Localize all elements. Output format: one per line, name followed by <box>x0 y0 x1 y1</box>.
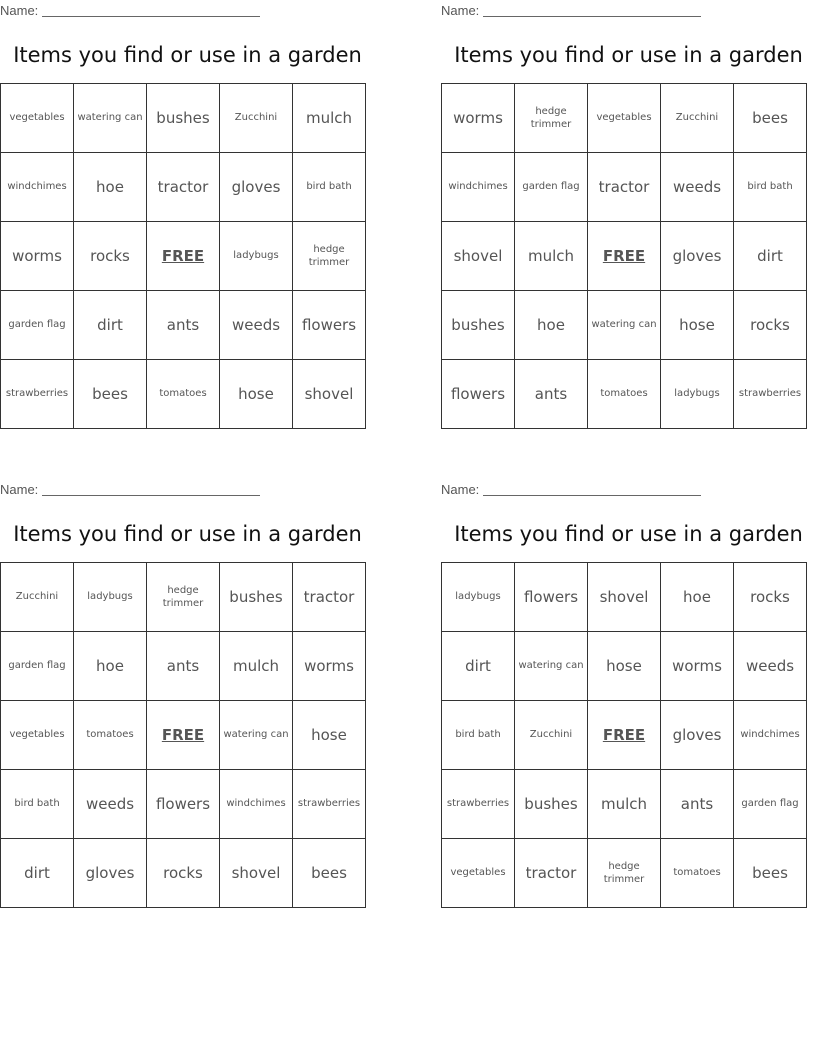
bingo-cell: mulch <box>588 770 661 839</box>
bingo-cell: dirt <box>734 222 807 291</box>
bingo-cell: tractor <box>515 839 588 908</box>
name-label: Name: <box>0 482 39 497</box>
bingo-cell: tomatoes <box>661 839 734 908</box>
free-space: FREE <box>147 701 220 770</box>
bingo-cell: hedge trimmer <box>293 222 366 291</box>
bingo-cell: bushes <box>515 770 588 839</box>
bingo-cell: hose <box>588 632 661 701</box>
bingo-cell: ants <box>661 770 734 839</box>
bingo-cell: hoe <box>515 291 588 360</box>
bingo-cell: garden flag <box>734 770 807 839</box>
bingo-cell: bees <box>734 839 807 908</box>
card-title: Items you find or use in a garden <box>454 522 803 546</box>
bingo-grid <box>0 83 366 429</box>
bingo-grid <box>0 562 366 908</box>
grid-row <box>442 770 807 839</box>
card-title: Items you find or use in a garden <box>454 43 803 67</box>
bingo-cell: windchimes <box>442 153 515 222</box>
bingo-cell: strawberries <box>1 360 74 429</box>
bingo-cell: hoe <box>661 563 734 632</box>
name-field <box>0 3 280 19</box>
bingo-cell: shovel <box>220 839 293 908</box>
bingo-cell: weeds <box>220 291 293 360</box>
bingo-cell: hose <box>293 701 366 770</box>
bingo-cell: tomatoes <box>147 360 220 429</box>
free-space: FREE <box>588 701 661 770</box>
bingo-cell: rocks <box>734 563 807 632</box>
grid-row <box>1 839 366 908</box>
name-label: Name: <box>441 482 480 497</box>
free-space: FREE <box>588 222 661 291</box>
bingo-cell: worms <box>661 632 734 701</box>
bingo-grid <box>441 562 807 908</box>
bingo-cell: flowers <box>147 770 220 839</box>
bingo-cell: garden flag <box>1 632 74 701</box>
bingo-cell: garden flag <box>515 153 588 222</box>
bingo-grid <box>441 83 807 429</box>
name-label: Name: <box>0 3 39 18</box>
bingo-cell: tractor <box>293 563 366 632</box>
name-underline <box>42 483 260 496</box>
bingo-cell: Zucchini <box>1 563 74 632</box>
bingo-cell: weeds <box>74 770 147 839</box>
grid-row <box>442 360 807 429</box>
bingo-cell: ladybugs <box>442 563 515 632</box>
bingo-cell: hose <box>220 360 293 429</box>
bingo-cell: tomatoes <box>74 701 147 770</box>
bingo-cell: strawberries <box>734 360 807 429</box>
bingo-cell: watering can <box>588 291 661 360</box>
grid-row <box>442 222 807 291</box>
bingo-cell: hedge trimmer <box>588 839 661 908</box>
grid-row <box>1 632 366 701</box>
bingo-cell: rocks <box>734 291 807 360</box>
bingo-cell: weeds <box>661 153 734 222</box>
bingo-cell: mulch <box>293 84 366 153</box>
bingo-cell: worms <box>1 222 74 291</box>
bingo-cell: flowers <box>442 360 515 429</box>
name-underline <box>483 483 701 496</box>
bingo-cell: rocks <box>74 222 147 291</box>
bingo-cell: garden flag <box>1 291 74 360</box>
bingo-cell: hoe <box>74 153 147 222</box>
bingo-cell: windchimes <box>734 701 807 770</box>
name-underline <box>42 4 260 17</box>
bingo-cell: bushes <box>220 563 293 632</box>
bingo-cell: bees <box>74 360 147 429</box>
bingo-cell: hoe <box>74 632 147 701</box>
grid-row <box>1 701 366 770</box>
bingo-cell: ladybugs <box>220 222 293 291</box>
bingo-cell: strawberries <box>293 770 366 839</box>
grid-row <box>1 770 366 839</box>
bingo-card <box>441 0 816 440</box>
bingo-cell: hedge trimmer <box>515 84 588 153</box>
bingo-cell: windchimes <box>220 770 293 839</box>
bingo-card <box>441 479 816 919</box>
bingo-cell: mulch <box>515 222 588 291</box>
bingo-cell: ladybugs <box>661 360 734 429</box>
bingo-cell: windchimes <box>1 153 74 222</box>
name-underline <box>483 4 701 17</box>
bingo-cell: vegetables <box>1 701 74 770</box>
name-field <box>441 3 721 19</box>
bingo-cell: mulch <box>220 632 293 701</box>
bingo-cell: watering can <box>515 632 588 701</box>
bingo-cell: rocks <box>147 839 220 908</box>
bingo-cell: dirt <box>442 632 515 701</box>
bingo-cell: gloves <box>220 153 293 222</box>
bingo-cell: Zucchini <box>661 84 734 153</box>
grid-row <box>442 839 807 908</box>
bingo-cell: bird bath <box>734 153 807 222</box>
bingo-cell: weeds <box>734 632 807 701</box>
bingo-cell: flowers <box>293 291 366 360</box>
bingo-cell: tractor <box>588 153 661 222</box>
bingo-cell: vegetables <box>1 84 74 153</box>
card-title: Items you find or use in a garden <box>13 522 362 546</box>
bingo-cell: bird bath <box>442 701 515 770</box>
bingo-cell: shovel <box>442 222 515 291</box>
bingo-cell: bushes <box>147 84 220 153</box>
bingo-cell: bees <box>293 839 366 908</box>
bingo-cell: ladybugs <box>74 563 147 632</box>
bingo-cell: hedge trimmer <box>147 563 220 632</box>
bingo-cell: gloves <box>661 222 734 291</box>
bingo-cell: flowers <box>515 563 588 632</box>
grid-row <box>442 153 807 222</box>
grid-row <box>442 563 807 632</box>
bingo-cell: bees <box>734 84 807 153</box>
bingo-cell: bushes <box>442 291 515 360</box>
bingo-cell: shovel <box>588 563 661 632</box>
grid-row <box>1 153 366 222</box>
bingo-cell: vegetables <box>442 839 515 908</box>
bingo-cell: Zucchini <box>220 84 293 153</box>
grid-row <box>1 360 366 429</box>
card-title: Items you find or use in a garden <box>13 43 362 67</box>
grid-row <box>1 291 366 360</box>
grid-row <box>1 222 366 291</box>
bingo-cell: strawberries <box>442 770 515 839</box>
bingo-cell: tomatoes <box>588 360 661 429</box>
name-field <box>441 482 721 498</box>
bingo-cell: bird bath <box>293 153 366 222</box>
bingo-card <box>0 0 375 440</box>
bingo-cell: watering can <box>220 701 293 770</box>
bingo-cell: worms <box>442 84 515 153</box>
bingo-cell: ants <box>147 632 220 701</box>
name-label: Name: <box>441 3 480 18</box>
bingo-cell: dirt <box>1 839 74 908</box>
bingo-cell: Zucchini <box>515 701 588 770</box>
bingo-cell: watering can <box>74 84 147 153</box>
bingo-cell: vegetables <box>588 84 661 153</box>
bingo-cell: hose <box>661 291 734 360</box>
bingo-card <box>0 479 375 919</box>
bingo-cell: shovel <box>293 360 366 429</box>
grid-row <box>442 84 807 153</box>
grid-row <box>1 563 366 632</box>
bingo-cell: gloves <box>74 839 147 908</box>
bingo-cell: bird bath <box>1 770 74 839</box>
name-field <box>0 482 280 498</box>
grid-row <box>442 291 807 360</box>
bingo-cell: worms <box>293 632 366 701</box>
grid-row <box>1 84 366 153</box>
bingo-cell: tractor <box>147 153 220 222</box>
bingo-cell: dirt <box>74 291 147 360</box>
free-space: FREE <box>147 222 220 291</box>
grid-row <box>442 701 807 770</box>
bingo-cell: ants <box>147 291 220 360</box>
bingo-cell: ants <box>515 360 588 429</box>
bingo-cell: gloves <box>661 701 734 770</box>
grid-row <box>442 632 807 701</box>
